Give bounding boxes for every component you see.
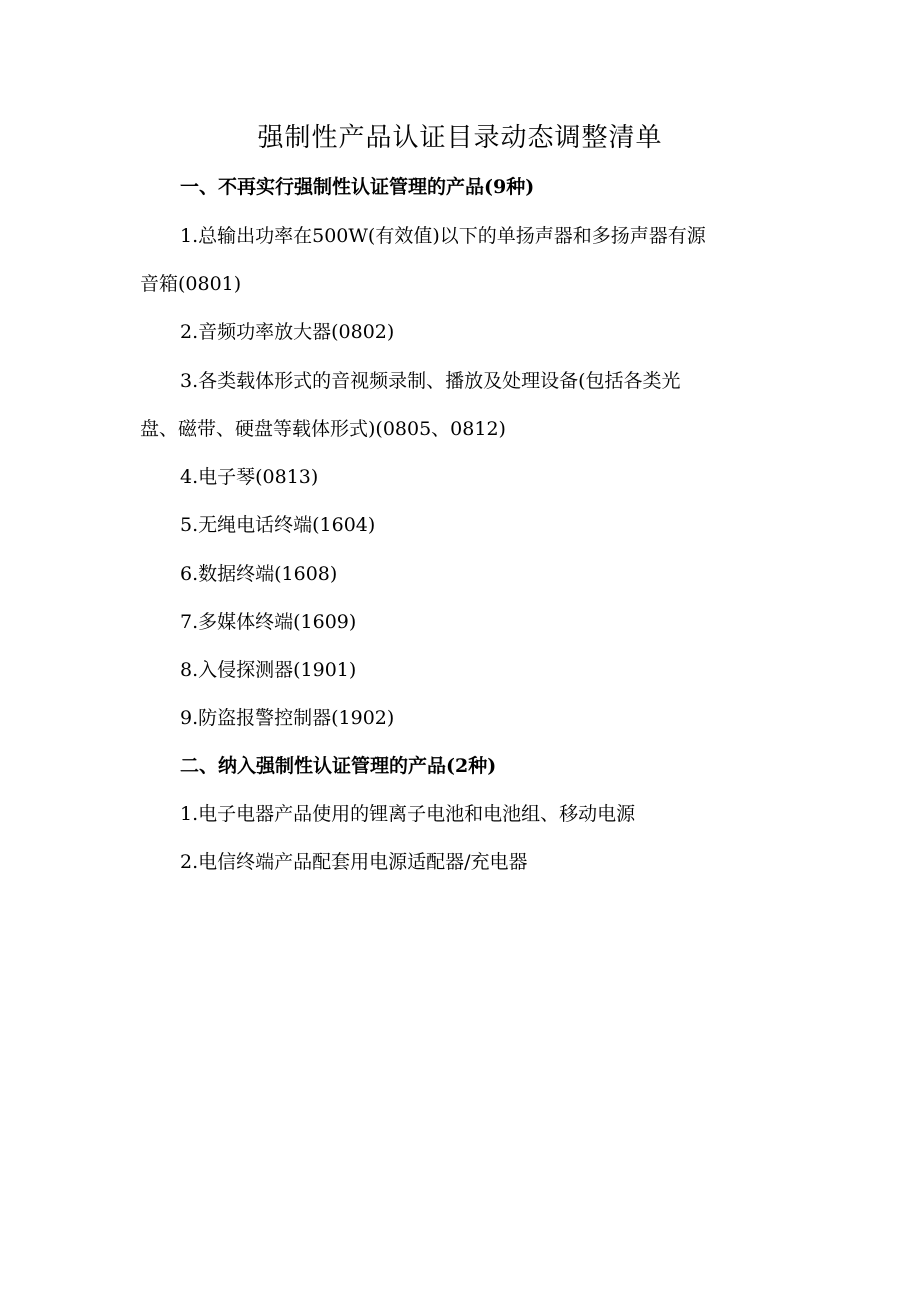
section-1-item-1-line-2: 音箱(0801) <box>140 273 242 295</box>
section-1-item-7: 7.多媒体终端(1609) <box>180 611 357 633</box>
section-1-heading: 一、不再实行强制性认证管理的产品(9种) <box>180 176 535 198</box>
section-1-item-2: 2.音频功率放大器(0802) <box>180 321 395 343</box>
section-1-item-4: 4.电子琴(0813) <box>180 466 319 488</box>
section-1-item-9: 9.防盗报警控制器(1902) <box>180 707 395 729</box>
section-1-item-5: 5.无绳电话终端(1604) <box>180 514 376 536</box>
section-2-item-1: 1.电子电器产品使用的锂离子电池和电池组、移动电源 <box>180 803 636 825</box>
document-title: 强制性产品认证目录动态调整清单 <box>257 123 663 153</box>
section-1-item-6: 6.数据终端(1608) <box>180 563 338 585</box>
section-1-item-3-line-2: 盘、磁带、硬盘等载体形式)(0805、0812) <box>140 418 506 440</box>
section-1-item-8: 8.入侵探测器(1901) <box>180 659 357 681</box>
section-1-item-1-line-1: 1.总输出功率在500W(有效值)以下的单扬声器和多扬声器有源 <box>180 225 706 247</box>
section-1-item-3-line-1: 3.各类载体形式的音视频录制、播放及处理设备(包括各类光 <box>180 370 681 392</box>
section-2-item-2: 2.电信终端产品配套用电源适配器/充电器 <box>180 851 528 873</box>
section-2-heading: 二、纳入强制性认证管理的产品(2种) <box>180 755 497 777</box>
